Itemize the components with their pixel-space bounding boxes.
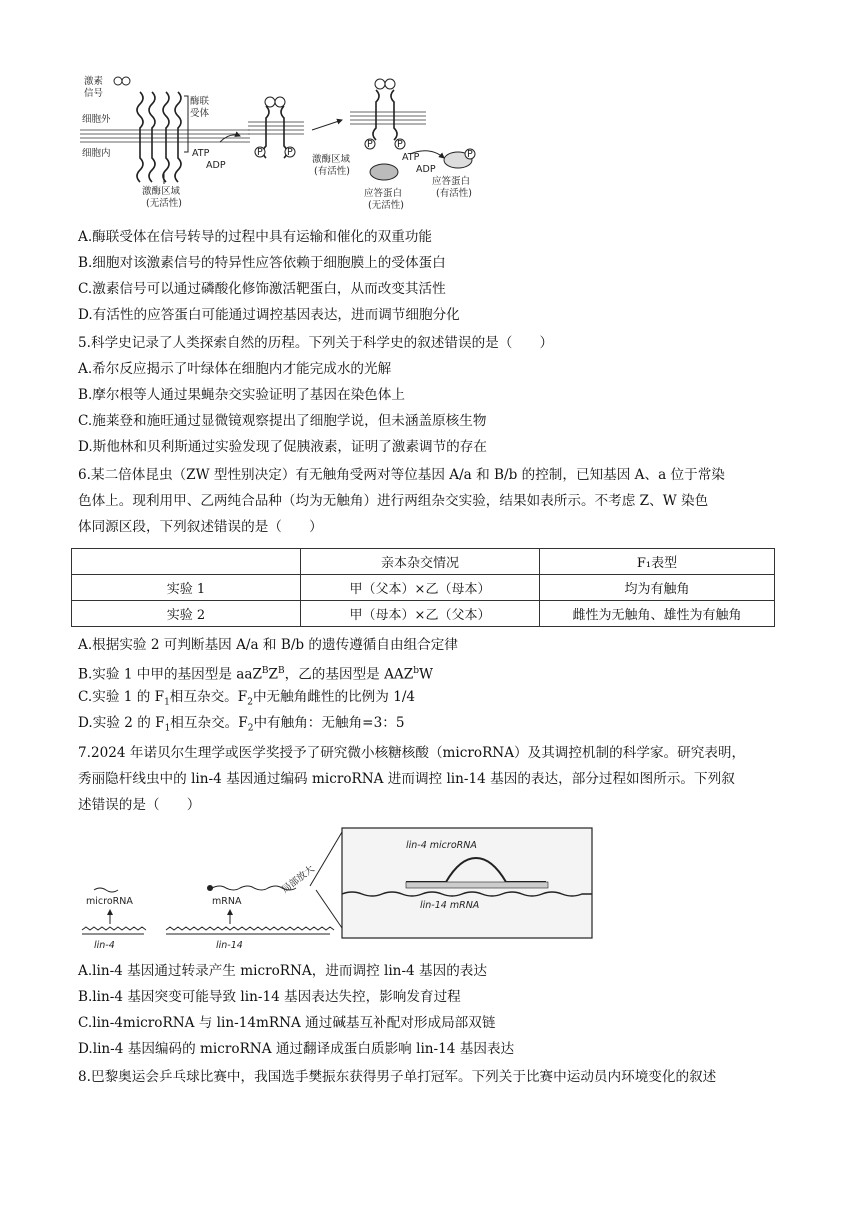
q6-option-d-sub: 1 [164, 723, 171, 734]
table-cell: 实验 1 [72, 575, 301, 601]
q6-option-b-text: ，乙的基因型是 AAZ [284, 666, 414, 683]
q6-stem-line-1: 6.某二倍体昆虫（ZW 型性别决定）有无触角受两对等位基因 A/a 和 B/b 的控制，已知基因 A、a 位于常染 [78, 467, 725, 483]
microrna-label: microRNA [86, 896, 133, 907]
figure-label-inside: 细胞内 [82, 148, 111, 159]
gene-label-lin14: lin-14 [216, 940, 243, 951]
mrna-label: mRNA [212, 896, 242, 907]
q7-stem-line-3: 述错误的是（ ） [78, 797, 201, 813]
figure-label-adp-1: ADP [206, 160, 226, 171]
q6-option-a: A.根据实验 2 可判断基因 A/a 和 B/b 的遗传遵循自由组合定律 [78, 637, 458, 653]
figure-label-receptor: 酶联 [190, 96, 210, 107]
figure-label-resp-inactive: 应答蛋白 [364, 188, 403, 199]
q6-option-c-text: 中无触角雌性的比例为 1/4 [252, 689, 416, 705]
q6-option-c-sub: 2 [247, 697, 253, 708]
figure-label-kinase-active-2: (有活性) [314, 166, 350, 177]
figure-label-atp-2: ATP [402, 152, 420, 163]
q7-stem-line-1: 7.2024 年诺贝尔生理学或医学奖授予了研究微小核糖核酸（microRNA）及其调控机制的科学家。研究表明， [78, 745, 746, 761]
figure-label-signal-2: 信号 [84, 88, 104, 99]
q7-option-c: C.lin-4microRNA 与 lin-14mRNA 通过碱基互补配对形成局部双链 [78, 1015, 496, 1031]
table-row [72, 575, 775, 601]
q6-option-d-text: 相互杂交。F [170, 715, 248, 731]
cross-results-table [71, 548, 775, 627]
q6-option-b-text: Z [268, 666, 278, 683]
q7-stem-line-2: 秀丽隐杆线虫中的 lin-4 基因通过编码 microRNA 进而调控 lin-14 基因的表达，部分过程如图所示。下列叙 [78, 771, 735, 787]
q5-option-a: A.希尔反应揭示了叶绿体在细胞内才能完成水的光解 [78, 361, 392, 377]
svg-text:P: P [367, 139, 373, 150]
membrane-left [80, 130, 250, 142]
q4-option-a: A.酶联受体在信号转导的过程中具有运输和催化的双重功能 [78, 229, 432, 245]
q6-option-b-text: W [418, 666, 433, 683]
membrane-middle [248, 122, 304, 134]
table-header-cell [72, 549, 301, 575]
figure-label-kinase-inactive: 激酶区域 [142, 186, 181, 197]
q7-option-b: B.lin-4 基因突变可能导致 lin-14 基因表达失控，影响发育过程 [78, 989, 461, 1005]
table-row [72, 601, 775, 627]
figure-label-receptor-2: 受体 [190, 108, 210, 119]
table-header-cell: 亲本杂交情况 [301, 549, 540, 575]
q6-option-c-sub: 1 [164, 697, 170, 708]
box-label-mrna: lin-14 mRNA [420, 900, 480, 911]
q6-option-d [78, 714, 404, 738]
q7-option-a: A.lin-4 基因通过转录产生 microRNA，进而调控 lin-4 基因的表达 [78, 963, 487, 979]
figure-label-atp-1: ATP [192, 148, 210, 159]
figure-label-outside: 细胞外 [82, 114, 111, 125]
table-header-cell: F₁表型 [540, 549, 775, 575]
q6-stem-line-3: 体同源区段，下列叙述错误的是（ ） [78, 519, 323, 535]
table-cell: 甲（母本）×乙（父本） [301, 601, 540, 627]
figure-label-resp-inactive-2: (无活性) [368, 200, 404, 211]
q6-option-c-text: C.实验 1 的 F [78, 689, 165, 705]
q6-option-b [78, 662, 433, 684]
q5-option-d: D.斯他林和贝利斯通过实验发现了促胰液素，证明了激素调节的存在 [78, 439, 487, 455]
figure-label-kinase-inactive-2: (无活性) [146, 198, 182, 209]
svg-text:P: P [257, 147, 263, 158]
svg-text:P: P [397, 139, 403, 150]
figure-label-resp-active-2: (有活性) [436, 188, 472, 199]
figure-label-kinase-active: 激酶区域 [312, 154, 351, 165]
q4-option-b: B.细胞对该激素信号的特异性应答依赖于细胞膜上的受体蛋白 [78, 255, 446, 271]
zoom-label: 局部放大 [279, 863, 317, 896]
q5-option-b: B.摩尔根等人通过果蝇杂交实验证明了基因在染色体上 [78, 387, 405, 403]
svg-text:P: P [467, 149, 473, 160]
q7-option-d: D.lin-4 基因编码的 microRNA 通过翻译成蛋白质影响 lin-14 基因表达 [78, 1041, 515, 1057]
table-cell: 甲（父本）×乙（母本） [301, 575, 540, 601]
gene-label-lin4: lin-4 [94, 940, 115, 951]
figure-label-resp-active: 应答蛋白 [432, 176, 471, 187]
q6-option-b-sup: B [278, 666, 285, 676]
q6-option-d-text: 中有触角：无触角=3：5 [253, 715, 405, 731]
q4-option-c: C.激素信号可以通过磷酸化修饰激活靶蛋白，从而改变其活性 [78, 281, 446, 297]
q6-option-d-sub: 2 [247, 723, 254, 734]
q6-stem-line-2: 色体上。现利用甲、乙两纯合品种（均为无触角）进行两组杂交实验，结果如表所示。不考虑 Z、W 染色 [78, 493, 709, 509]
q6-option-c [78, 688, 415, 712]
table-cell: 实验 2 [72, 601, 301, 627]
q8-stem-line-1: 8.巴黎奥运会乒乓球比赛中，我国选手樊振东获得男子单打冠军。下列关于比赛中运动员内环境变化的叙述 [78, 1069, 717, 1085]
figure-label-signal: 激素 [84, 76, 104, 87]
q4-option-d: D.有活性的应答蛋白可能通过调控基因表达，进而调节细胞分化 [78, 307, 460, 323]
q5-stem: 5.科学史记录了人类探索自然的历程。下列关于科学史的叙述错误的是（ ） [78, 335, 554, 351]
microrna-figure [80, 824, 780, 954]
q5-option-c: C.施莱登和施旺通过显微镜观察提出了细胞学说，但未涵盖原核生物 [78, 413, 487, 429]
table-cell: 雌性为无触角、雄性为有触角 [540, 601, 775, 627]
figure-label-adp-2: ADP [416, 164, 436, 175]
q6-option-b-sup: B [261, 666, 269, 676]
q6-option-b-text: B.实验 1 中甲的基因型是 aaZ [78, 666, 262, 683]
svg-text:P: P [287, 147, 293, 158]
box-label-mirna: lin-4 microRNA [406, 840, 477, 851]
receptor-signaling-figure [80, 72, 500, 212]
membrane-right [350, 112, 426, 124]
table-header-row [72, 549, 775, 575]
q6-option-c-text: 相互杂交。F [169, 689, 248, 705]
q6-option-b-sup: b [413, 666, 419, 676]
q6-option-d-text: D.实验 2 的 F [78, 715, 165, 731]
table-cell: 均为有触角 [540, 575, 775, 601]
